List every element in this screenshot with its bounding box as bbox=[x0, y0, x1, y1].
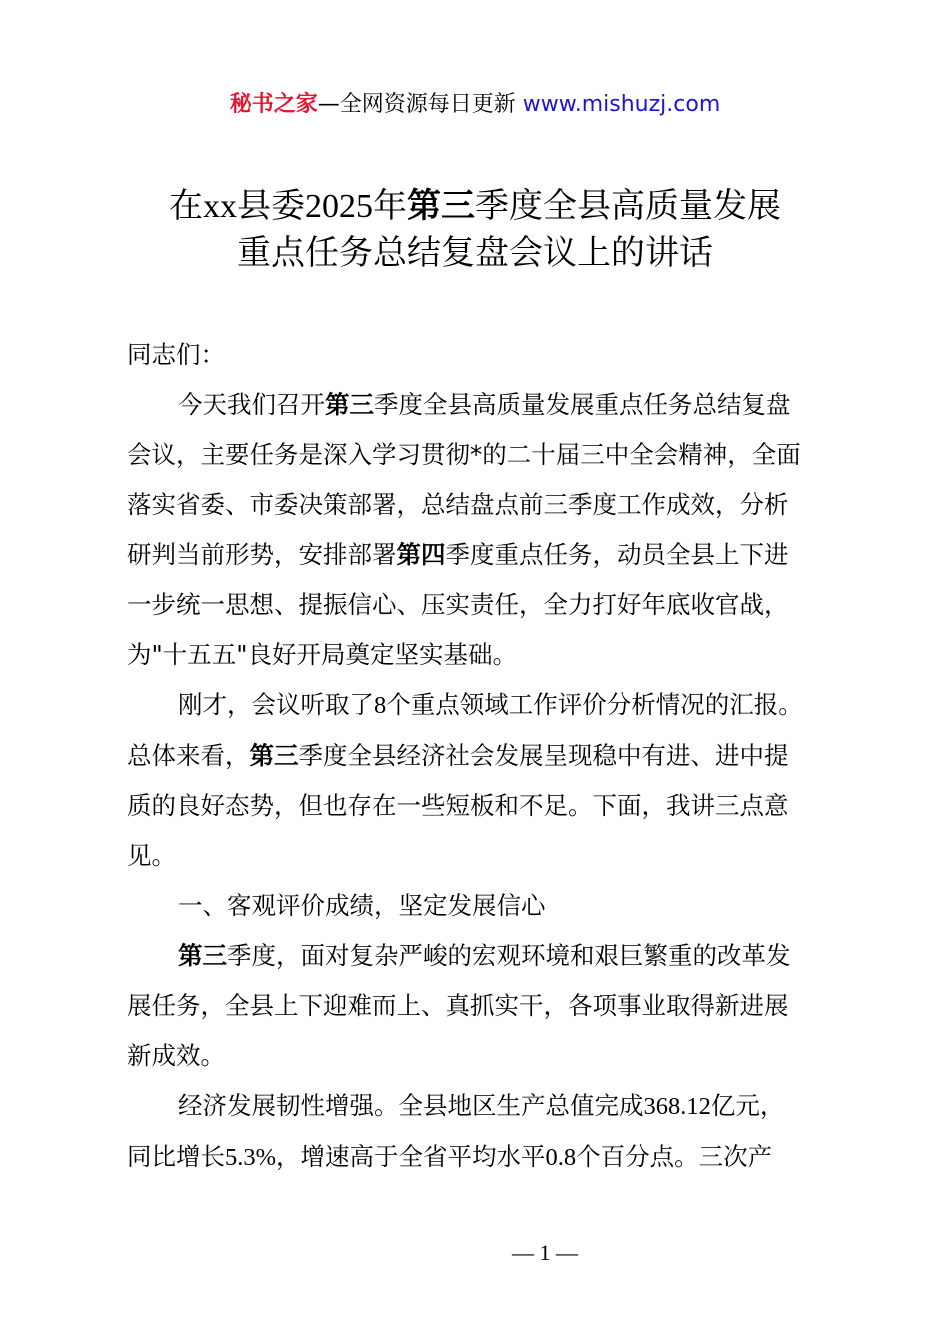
text-span: 个百分点。三次产 bbox=[576, 1142, 773, 1171]
text-line bbox=[127, 1081, 837, 1132]
text-span: 经济发展韧性增强。全县地区生产总值完成 bbox=[178, 1091, 644, 1120]
paragraph-4 bbox=[127, 1081, 837, 1132]
speech-body bbox=[127, 330, 837, 1183]
text-line: 新成效。 bbox=[127, 1041, 225, 1070]
text-line: 会议，主要任务是深入学习贯彻*的二十届三中全会精神，全面 bbox=[127, 440, 801, 469]
paragraph-3 bbox=[127, 931, 837, 981]
salutation: 同志们： bbox=[127, 340, 225, 369]
title-text: 县委 bbox=[237, 186, 305, 226]
section-heading-1: 一、客观评价成绩，坚定发展信心 bbox=[178, 891, 546, 920]
text-line: 为"十五五"良好开局奠定坚实基础。 bbox=[127, 640, 518, 669]
text-line bbox=[127, 680, 837, 731]
text-span: 刚才，会议听取了 bbox=[178, 690, 374, 719]
paragraph-4-cont bbox=[127, 1132, 837, 1183]
text-line: 展任务，全县上下迎难而上、真抓实干，各项事业取得新进展 bbox=[127, 991, 789, 1020]
text-line bbox=[127, 530, 837, 580]
text-line bbox=[127, 931, 837, 981]
title-text: xx bbox=[203, 188, 237, 225]
text-span: 季度重点任务，动员全县上下进 bbox=[445, 540, 789, 569]
paragraph-1 bbox=[127, 380, 837, 430]
text-span: 研判当前形势，安排部署 bbox=[127, 540, 397, 569]
title-text: 年 bbox=[373, 186, 407, 226]
title-text: 在 bbox=[169, 186, 203, 226]
site-banner bbox=[0, 88, 950, 122]
emphasis-text: 第三 bbox=[178, 941, 227, 970]
title-line-2: 重点任务总结复盘会议上的讲话 bbox=[237, 233, 713, 273]
text-span: 亿元， bbox=[710, 1091, 785, 1120]
title-line-1 bbox=[0, 183, 950, 230]
text-span: 个重点领域工作评价分析情况的汇报。 bbox=[386, 690, 803, 719]
paragraph-2-cont bbox=[127, 731, 837, 881]
text-span: 同比增长 bbox=[127, 1142, 225, 1171]
text-span: 今天我们召开 bbox=[178, 390, 325, 419]
text-span: 季度，面对复杂严峻的宏观环境和艰巨繁重的改革发 bbox=[227, 941, 791, 970]
emphasis-text: 第三 bbox=[249, 741, 299, 770]
title-emphasis: 第三 bbox=[407, 186, 475, 226]
paragraph-1-cont bbox=[127, 430, 837, 680]
number-text: 5.3% bbox=[225, 1144, 277, 1171]
text-line bbox=[127, 380, 837, 430]
text-span: ，增速高于全省平均水平 bbox=[276, 1142, 546, 1171]
text-line: 落实省委、市委决策部署，总结盘点前三季度工作成效，分析 bbox=[127, 490, 789, 519]
brand-name: 秘书之家 bbox=[229, 92, 318, 117]
text-line: 质的良好态势，但也存在一些短板和不足。下面，我讲三点意 bbox=[127, 791, 789, 820]
text-span: 季度全县高质量发展重点任务总结复盘 bbox=[374, 390, 791, 419]
site-url-link[interactable]: www.mishuzj.com bbox=[522, 92, 721, 117]
emphasis-text: 第四 bbox=[396, 540, 446, 569]
text-span: 季度全县经济社会发展呈现稳中有进、进中提 bbox=[298, 741, 789, 770]
number-text: 368.12 bbox=[643, 1093, 711, 1120]
text-line bbox=[127, 731, 837, 781]
text-line bbox=[127, 1132, 837, 1183]
emphasis-text: 第三 bbox=[325, 390, 374, 419]
banner-tagline: —全网资源每日更新 bbox=[317, 92, 516, 117]
paragraph-2 bbox=[127, 680, 837, 731]
number-text: 0.8 bbox=[545, 1144, 577, 1171]
title-year: 2025 bbox=[305, 188, 373, 225]
page-number: — 1 — bbox=[512, 1240, 578, 1265]
title-text: 季度全县高质量发展 bbox=[475, 186, 781, 226]
text-line: 一步统一思想、提振信心、压实责任，全力打好年底收官战， bbox=[127, 590, 789, 619]
paragraph-3-cont bbox=[127, 981, 837, 1081]
text-span: 总体来看， bbox=[127, 741, 250, 770]
document-title bbox=[0, 183, 950, 276]
text-line: 见。 bbox=[127, 841, 176, 870]
number-text: 8 bbox=[374, 692, 387, 719]
